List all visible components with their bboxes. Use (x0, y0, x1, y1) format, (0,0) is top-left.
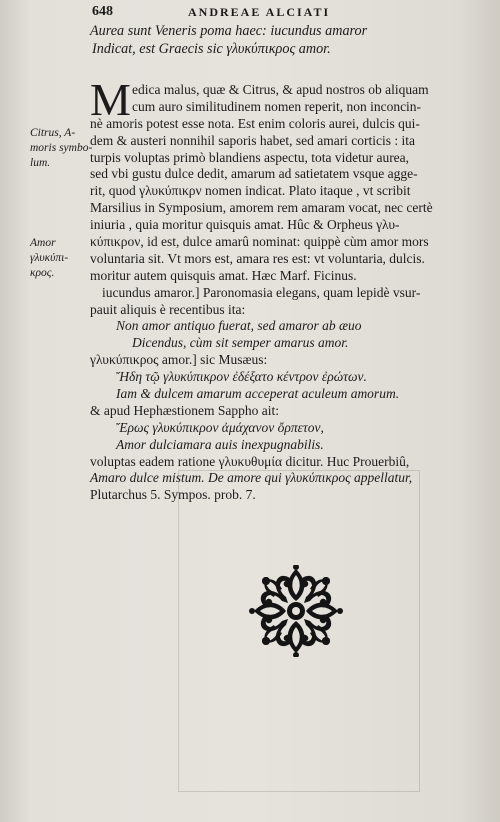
text-line: pauit aliquis è recentibus ita: (90, 301, 246, 317)
text-line: dem & austeri nonnihil saporis habet, sed amari corticis : ita (90, 132, 416, 148)
fleuron-ornament-icon (249, 565, 343, 657)
text-line: rit, quod γλυκύπικρν nomen indicat. Plato itaque , vt scribit (90, 183, 411, 199)
text-line: Amaro dulce mistum. De amore qui γλυκύπικρος appellatur, (90, 470, 413, 486)
commentary-text (90, 74, 492, 504)
running-head: ANDREAE ALCIATI (188, 5, 331, 19)
text-line: edica malus, quæ & Citrus, & apud nostros ob aliquam (132, 82, 429, 97)
lemma-line: iucundus amaror.] Paronomasia elegans, quam lepidè vsur- (102, 284, 421, 300)
margin-note-line: Amor (30, 237, 56, 249)
text-line: κύπικρον, id est, dulce amarû nominat: quippè cùm amor mors (90, 234, 429, 250)
margin-note-citrus (30, 126, 93, 171)
motto-line: Aurea sunt Veneris poma haec: iucundus amaror (90, 23, 368, 39)
verse-line: Dicendus, cùm sit semper amarus amor. (132, 335, 349, 351)
page-number: 648 (92, 4, 113, 19)
text-line: Marsilius in Symposium, amorem rem amaram vocat, nec certè (90, 200, 433, 216)
text-line: voluntaria sit. Vt mors est, amara res est: vt voluntaria, dulcis. (90, 250, 425, 266)
margin-note-line: moris symbo- (30, 142, 93, 154)
verse-line: Amor dulciamara auis inexpugnabilis. (116, 436, 324, 452)
margin-note-amor (30, 236, 88, 281)
verse-line: Non amor antiquo fuerat, sed amaror ab æuo (116, 318, 362, 334)
margin-note-line: γλυκύπι- (30, 252, 69, 264)
text-line: iniuria , quia moritur quisquis amat. Hûc & Orpheus γλυ- (90, 217, 400, 233)
text-line: & apud Hephæstionem Sappho ait: (90, 402, 279, 418)
text-line: Plutarchus 5. Sympos. prob. 7. (90, 487, 256, 503)
margin-note-line: κρος. (30, 267, 55, 279)
drop-cap: M (90, 74, 131, 125)
text-line: moritur autem quisquis amat. Hæc Marf. Ficinus. (90, 267, 357, 283)
text-line: nè amoris potest esse nota. Est enim coloris aurei, dulcis qui- (90, 115, 420, 131)
text-line: turpis voluptas primò blandiens aspectu, tota videtur aurea, (90, 149, 410, 165)
emblem-motto (90, 22, 490, 58)
greek-verse-line: Ἤδη τῷ γλυκύπικρον ἐδέξατο κέντρον ἐρώτων. (116, 369, 367, 385)
text-line: sed vbi gustu dulce dedit, amarum ad satietatem vsque agge- (90, 166, 418, 182)
margin-note-line: Citrus, A- (30, 127, 76, 139)
greek-verse-line: Ἔρως γλυκύπικρον ἀμάχανον ὄρπετον, (116, 419, 324, 435)
text-line: voluptas eadem ratione γλυκυθυμία dicitur. Huc Prouerbiû, (90, 453, 410, 469)
lemma-line: γλυκύπικρος amor.] sic Musæus: (90, 352, 268, 368)
text-line: cum auro similitudinem nomen reperit, non inconcin- (132, 98, 422, 114)
motto-line: Indicat, est Graecis sic γλυκύπικρος amor. (92, 41, 331, 57)
margin-note-line: lum. (30, 157, 51, 169)
page-header (92, 4, 492, 22)
verse-line: Iam & dulcem amarum acceperat aculeum amorum. (116, 386, 400, 402)
